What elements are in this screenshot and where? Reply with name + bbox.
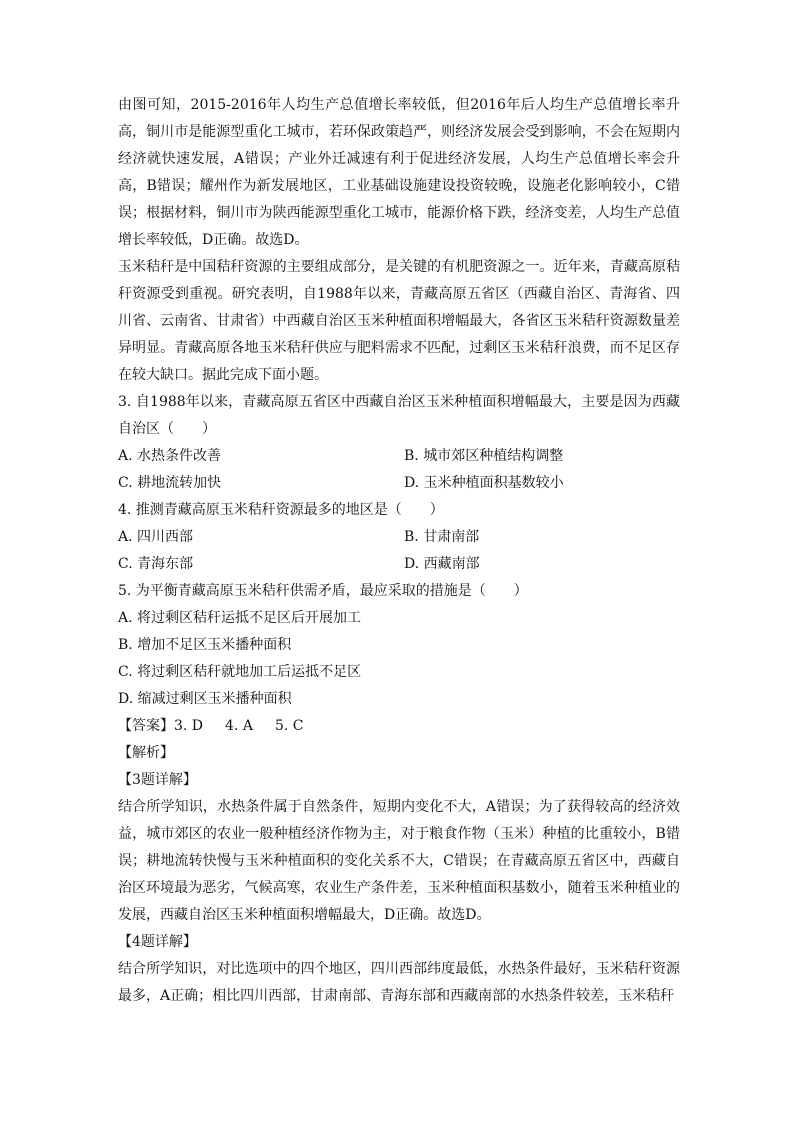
detail-4-label: 【4题详解】	[118, 934, 197, 950]
question-4-option-a: A. 四川西部	[118, 529, 194, 545]
detail-3-label: 【3题详解】	[118, 772, 197, 788]
document-page	[118, 92, 680, 1010]
answer-4: 4. A	[225, 718, 253, 734]
question-5-option-c: C. 将过剩区秸秆就地加工后运抵不足区	[118, 664, 362, 680]
question-4-options-row-2	[118, 551, 680, 578]
question-4-option-c: C. 青海东部	[118, 556, 194, 572]
question-3-options-row-2	[118, 470, 680, 497]
question-3-option-c: C. 耕地流转加快	[118, 475, 222, 491]
question-3-option-a: A. 水热条件改善	[118, 448, 222, 464]
detail-4-paragraph: 结合所学知识，对比选项中的四个地区，四川西部纬度最低，水热条件最好，玉米秸秆资源最多，A正确；相比四川西部，甘肃南部、青海东部和西藏南部的水热条件较差，玉米秸秆	[118, 961, 680, 1004]
answer-5: 5. C	[274, 718, 304, 734]
question-5-option-d: D. 缩减过剩区玉米播种面积	[118, 691, 292, 707]
material-paragraph: 玉米秸秆是中国秸秆资源的主要组成部分，是关键的有机肥资源之一。近年来，青藏高原秸秆资源受到重视。研究表明，自1988年以来，青藏高原五省区（西藏自治区、青海省、四川省、云南省、甘肃省）中西藏自治区玉米种植面积增幅最大，各省区玉米秸秆资源数量差异明显。青藏高原各地玉米秸秆供应与肥料需求不匹配，过剩区玉米秸秆浪费，而不足区存在较大缺口。据此完成下面小题。	[118, 259, 680, 383]
question-5-stem: 5. 为平衡青藏高原玉米秸秆供需矛盾，最应采取的措施是（ ）	[118, 583, 528, 599]
question-4-options-row-1	[118, 524, 680, 551]
question-3-option-d: D. 玉米种植面积基数较小	[404, 475, 564, 491]
analysis-label: 【解析】	[118, 745, 174, 761]
answer-3: 3. D	[174, 718, 204, 734]
question-4-option-d: D. 西藏南部	[404, 556, 480, 572]
question-5-option-a: A. 将过剩区秸秆运抵不足区后开展加工	[118, 610, 362, 626]
question-5-option-b: B. 增加不足区玉米播种面积	[118, 637, 292, 653]
question-3-stem: 3. 自1988年以来，青藏高原五省区中西藏自治区玉米种植面积增幅最大，主要是因为西藏自治区（ ）	[118, 394, 680, 437]
question-4-stem: 4. 推测青藏高原玉米秸秆资源最多的地区是（ ）	[118, 502, 444, 518]
answer-label: 【答案】	[118, 718, 174, 734]
question-4-option-b: B. 甘肃南部	[404, 529, 480, 545]
intro-paragraph: 由图可知，2015-2016年人均生产总值增长率较低，但2016年后人均生产总值增长率升高，铜川市是能源型重化工城市，若环保政策趋严，则经济发展会受到影响，不会在短期内经济就快速发展，A错误；产业外迁减速有利于促进经济发展，人均生产总值增长率会升高，B错误；耀州作为新发展地区，工业基础设施建设投资较晚，设施老化影响较小，C错误；根据材料，铜川市为陕西能源型重化工城市，能源价格下跌，经济变差，人均生产总值增长率较低，D正确。故选D。	[118, 97, 680, 248]
question-3-options-row-1	[118, 443, 680, 470]
question-3-option-b: B. 城市郊区种植结构调整	[404, 448, 564, 464]
answer-line	[118, 713, 680, 740]
detail-3-paragraph: 结合所学知识，水热条件属于自然条件，短期内变化不大，A错误；为了获得较高的经济效益，城市郊区的农业一般种植经济作物为主，对于粮食作物（玉米）种植的比重较小，B错误；耕地流转快慢与玉米种植面积的变化关系不大，C错误；在青藏高原五省区中，西藏自治区环境最为恶劣，气候高寒，农业生产条件差，玉米种植面积基数小，随着玉米种植业的发展，西藏自治区玉米种植面积增幅最大，D正确。故选D。	[118, 799, 680, 923]
